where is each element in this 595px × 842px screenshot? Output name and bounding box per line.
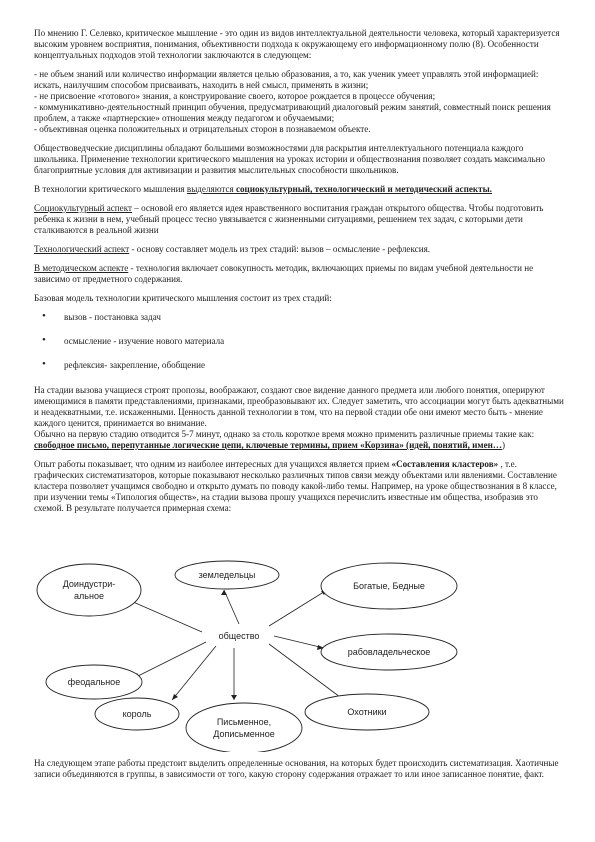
paragraph-technological bbox=[34, 244, 564, 255]
cluster-arrow bbox=[269, 590, 327, 626]
term-sociocultural: Социокультурный аспект bbox=[34, 203, 132, 213]
challenge-time-text: Обычно на первую стадию отводится 5-7 минут, однако за столь короткое время можно применить различные приемы такие как: bbox=[34, 429, 535, 439]
paragraph-next-stage: На следующем этапе работы предстоит выделить определенные основания, на которых будет происходить систематизация. Хаотичные записи объединяются в группы, в зависимости от того, какую сторону содержания отражает то или иное записанное понятие, факт. bbox=[34, 758, 559, 779]
arrow-head bbox=[221, 590, 227, 595]
list-item: • вызов - постановка задач bbox=[34, 312, 564, 323]
node-label: король bbox=[122, 709, 152, 719]
cluster-diagram bbox=[34, 560, 564, 752]
paragraph-methodical bbox=[34, 263, 564, 285]
node-label: земледельцы bbox=[198, 570, 256, 580]
list-item: - не присвоение «готового» знания, а конструирование своего, которое рождается в процессе обучения; bbox=[34, 91, 436, 101]
cluster-node-preindustrial bbox=[37, 564, 141, 616]
list-item: • осмысление - изучение нового материала bbox=[34, 336, 564, 347]
clusters-intro: Опыт работы показывает, что одним из наиболее интересных для учащихся является прием bbox=[34, 459, 392, 469]
paragraph-aspects bbox=[34, 184, 564, 195]
paragraph-base-model: Базовая модель технологии критического мышления состоит из трех стадий: bbox=[34, 293, 332, 303]
paragraph-intro: По мнению Г. Селевко, критическое мышление - это один из видов интеллектуальной деятельности человека, который характеризуется высоким уровнем восприятия, понимания, объективности подхода к окружающему его информационному полю (8). Особенности концептуальных подходов этой технологии заключаются в следующем: bbox=[34, 28, 560, 60]
document-body bbox=[34, 28, 564, 522]
stages-list bbox=[34, 312, 564, 371]
cluster-arrow bbox=[274, 636, 324, 648]
cluster-arrow bbox=[172, 646, 216, 700]
cluster-node-written bbox=[186, 703, 302, 752]
arrow-head bbox=[172, 694, 178, 700]
list-item: - объективная оценка положительных и отрицательных сторон в познаваемом объекте. bbox=[34, 124, 371, 134]
node-label: феодальное bbox=[67, 677, 121, 687]
list-item: - коммуникативно-деятельностный принцип обучения, предусматривающий диалоговый режим занятий, совместный поиск решения проблем, а также «партнерские» отношения между педагогом и обучаемыми; bbox=[34, 102, 551, 123]
list-item: • рефлексия- закрепление, обобщение bbox=[34, 360, 564, 371]
aspects-verb: выделяются bbox=[186, 184, 234, 194]
cluster-arrow bbox=[224, 590, 239, 624]
clusters-technique: «Составления кластеров» bbox=[391, 459, 499, 469]
node-label: Доиндустри- bbox=[62, 579, 116, 589]
aspects-bold: социокультурный, технологический и методический аспекты. bbox=[233, 184, 492, 194]
node-label: Письменное, bbox=[216, 717, 272, 727]
technological-text: - основу составляет модель из трех стадий: вызов – осмысление - рефлексия. bbox=[129, 244, 431, 254]
paragraph-sociocultural bbox=[34, 203, 564, 236]
node-label: альное bbox=[74, 591, 104, 601]
techniques-close: ) bbox=[501, 440, 506, 450]
list-item: - не объем знаний или количество информации является целью образования, а то, как ученик умеет управлять этой информацией: искать, наилучшим способом присваивать, находить в ней смысл, применять в жизни; bbox=[34, 69, 539, 90]
cluster-arrow bbox=[124, 598, 202, 632]
paragraph-challenge-stage bbox=[34, 385, 564, 451]
techniques-list: свободное письмо, перепутанные логические цепи, ключевые термины, прием «Корзина» (идей, понятий, имен… bbox=[34, 440, 502, 450]
node-label: Богатые, Бедные bbox=[353, 581, 425, 591]
aspects-intro: В технологии критического мышления bbox=[34, 184, 187, 194]
paragraph-social-studies: Обществоведческие дисциплины обладают большими возможностями для раскрытия интеллектуального потенциала каждого школьника. Применение технологии критического мышления на уроках истории и обществознания позволяет создать максимально благоприятные условия для активизации и развития мыслительных способности школьников. bbox=[34, 143, 546, 175]
term-methodical: В методическом аспекте bbox=[34, 263, 129, 273]
node-label: рабовладельческое bbox=[347, 647, 431, 657]
document-tail bbox=[34, 758, 564, 788]
challenge-text: На стадии вызова учащиеся строят пропозы, воображают, создают свое видение данного предмета или любого понятия, оперируют имеющимися в памяти представлениями, признаками, преобразовывают их. Следует заметить, что ассоциации могут быть адекватными и неадекватными, т.е. искаженными. Ценность данной технологии в том, что на первой стадии обе они имеют место быть - мнение каждого ценится, принимается во внимание. bbox=[34, 385, 564, 428]
clusters-text: , т.е. графических систематизаторов, которые показывают несколько различных типов связи между объектами или явлениями. Составление кластера позволяет учащимся свободно и открыто думать по поводу какой-либо темы. Например, на уроке обществознания в 8 классе, при изучении темы «Типология обществ», на стадии вызова прошу учащихся перечислить известные им общества, изобразив это схемой. В результате получается примерная схема: bbox=[34, 459, 557, 513]
concept-list bbox=[34, 69, 564, 135]
sociocultural-text: – основой его является идея нравственного воспитания граждан открытого общества. Чтобы подготовить ребенка к жизни в нем, учебный процесс тесно увязывается с жизненными ситуациями, решением тех задач, с которыми дети сталкиваются в реальной жизни bbox=[34, 203, 544, 235]
cluster-arrow bbox=[134, 642, 206, 678]
cluster-center-label: общество bbox=[218, 631, 260, 641]
arrow-head bbox=[231, 695, 237, 700]
term-technological: Технологический аспект bbox=[34, 244, 130, 254]
methodical-text: - технология включает совокупность методик, включающих приемы по видам учебной деятельности не зависимо от предметного содержания. bbox=[34, 263, 534, 284]
node-label: Охотники bbox=[347, 707, 387, 717]
node-label: Дописьменное bbox=[213, 729, 275, 739]
paragraph-clusters bbox=[34, 459, 564, 514]
